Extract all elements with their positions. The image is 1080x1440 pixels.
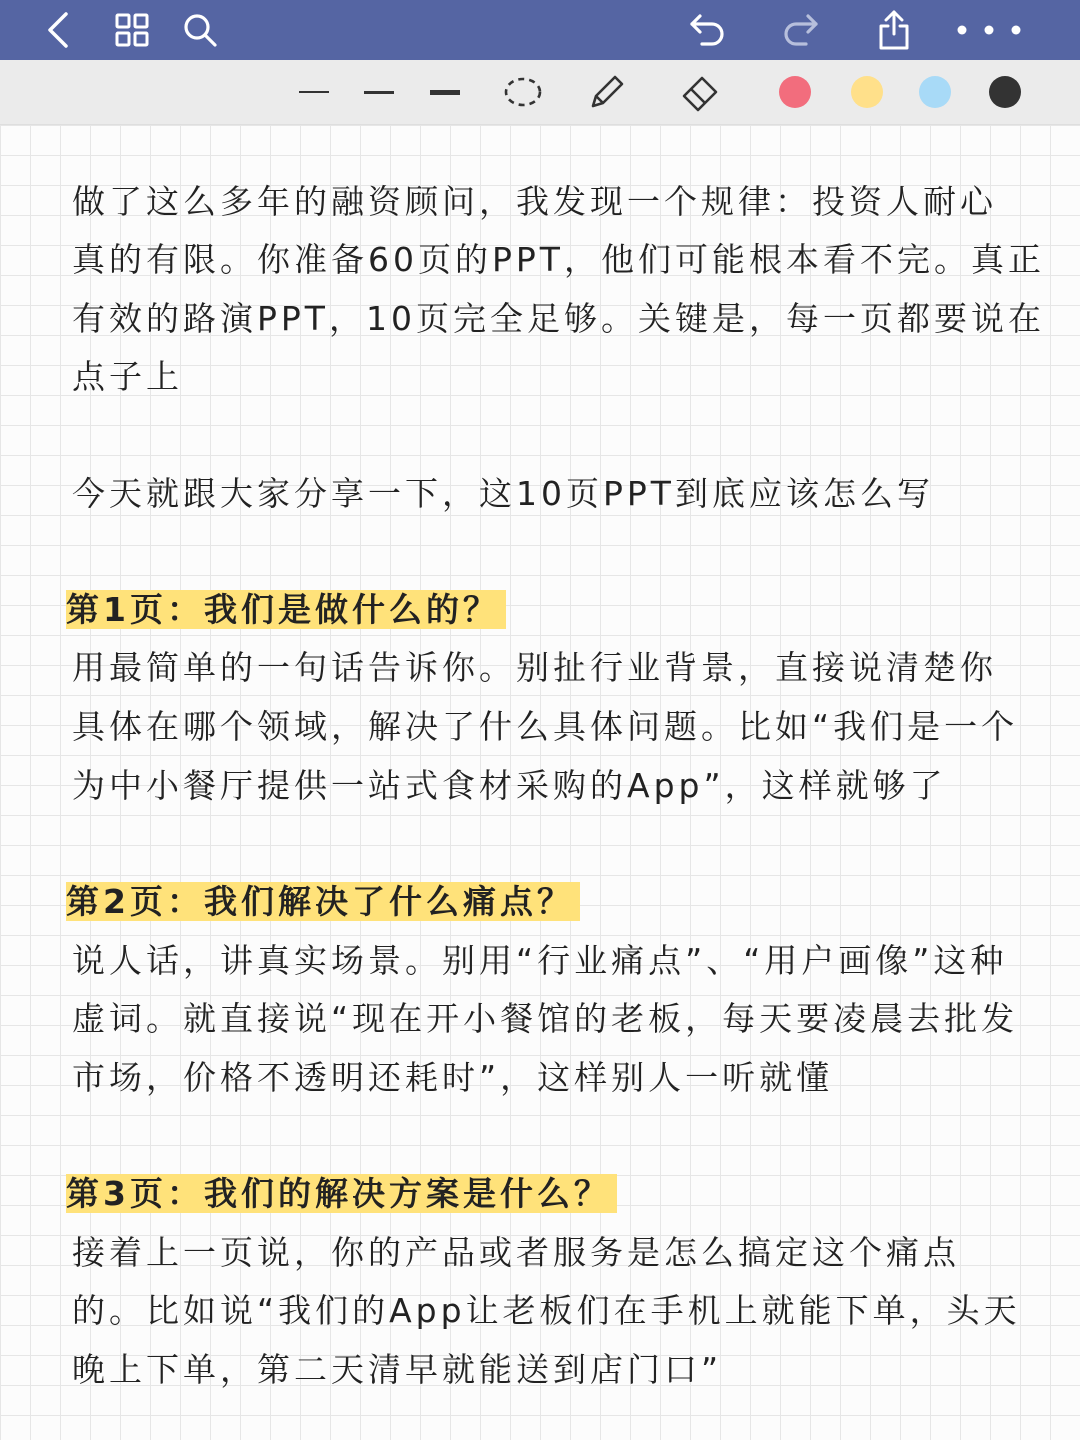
section-3-heading: 第3页：我们的解决方案是什么？ [66, 1174, 617, 1213]
section-2-line-1: 说人话，讲真实场景。别用“行业痛点”、“用户画像”这种 [72, 941, 1008, 980]
more-icon[interactable] [950, 8, 1026, 52]
section-3-line-1: 接着上一页说，你的产品或者服务是怎么搞定这个痛点 [72, 1233, 960, 1272]
section-1-heading: 第1页：我们是做什么的？ [66, 590, 506, 629]
section-1-line-2: 具体在哪个领域，解决了什么具体问题。比如“我们是一个 [72, 707, 1019, 746]
lasso-icon[interactable] [500, 70, 546, 114]
grid-icon[interactable] [110, 8, 154, 52]
section-3-heading-wrap [66, 1172, 617, 1216]
section-1-line-1: 用最简单的一句话告诉你。别扯行业背景，直接说清楚你 [72, 648, 997, 687]
section-2-line-3: 市场，价格不透明还耗时”，这样别人一听就懂 [72, 1058, 834, 1097]
pencil-icon[interactable] [584, 70, 630, 114]
drawing-toolbar [0, 60, 1080, 125]
section-1-line-3: 为中小餐厅提供一站式食材采购的App”，这样就够了 [72, 766, 947, 805]
intro-line-4: 点子上 [72, 357, 183, 396]
section-1-heading-wrap [66, 588, 506, 632]
intro-paragraph-2: 今天就跟大家分享一下，这10页PPT到底应该怎么写 [72, 474, 934, 513]
search-icon[interactable] [178, 8, 222, 52]
eraser-icon[interactable] [678, 70, 724, 114]
thick-line-icon[interactable] [426, 70, 464, 114]
section-2-heading-wrap [66, 880, 580, 924]
redo-icon[interactable] [776, 8, 824, 52]
undo-icon[interactable] [684, 8, 732, 52]
section-2-line-2: 虚词。就直接说“现在开小餐馆的老板，每天要凌晨去批发 [72, 999, 1019, 1038]
intro-line-2: 真的有限。你准备60页的PPT，他们可能根本看不完。真正 [72, 240, 1045, 279]
section-2-heading: 第2页：我们解决了什么痛点？ [66, 882, 580, 921]
intro-line-1: 做了这么多年的融资顾问，我发现一个规律：投资人耐心 [72, 182, 997, 221]
section-3-line-2: 的。比如说“我们的App让老板们在手机上就能下单，头天 [72, 1291, 1021, 1330]
blue-color-swatch[interactable] [916, 70, 954, 114]
back-icon[interactable] [38, 8, 78, 52]
section-3-line-3: 晚上下单，第二天清早就能送到店门口” [72, 1350, 723, 1389]
share-icon[interactable] [872, 8, 916, 52]
intro-line-3: 有效的路演PPT，10页完全足够。关键是，每一页都要说在 [72, 299, 1045, 338]
medium-line-icon[interactable] [360, 70, 398, 114]
thin-line-icon[interactable] [296, 70, 332, 114]
red-color-swatch[interactable] [776, 70, 814, 114]
yellow-color-swatch[interactable] [848, 70, 886, 114]
top-navigation-bar [0, 0, 1080, 60]
black-color-swatch[interactable] [986, 70, 1024, 114]
